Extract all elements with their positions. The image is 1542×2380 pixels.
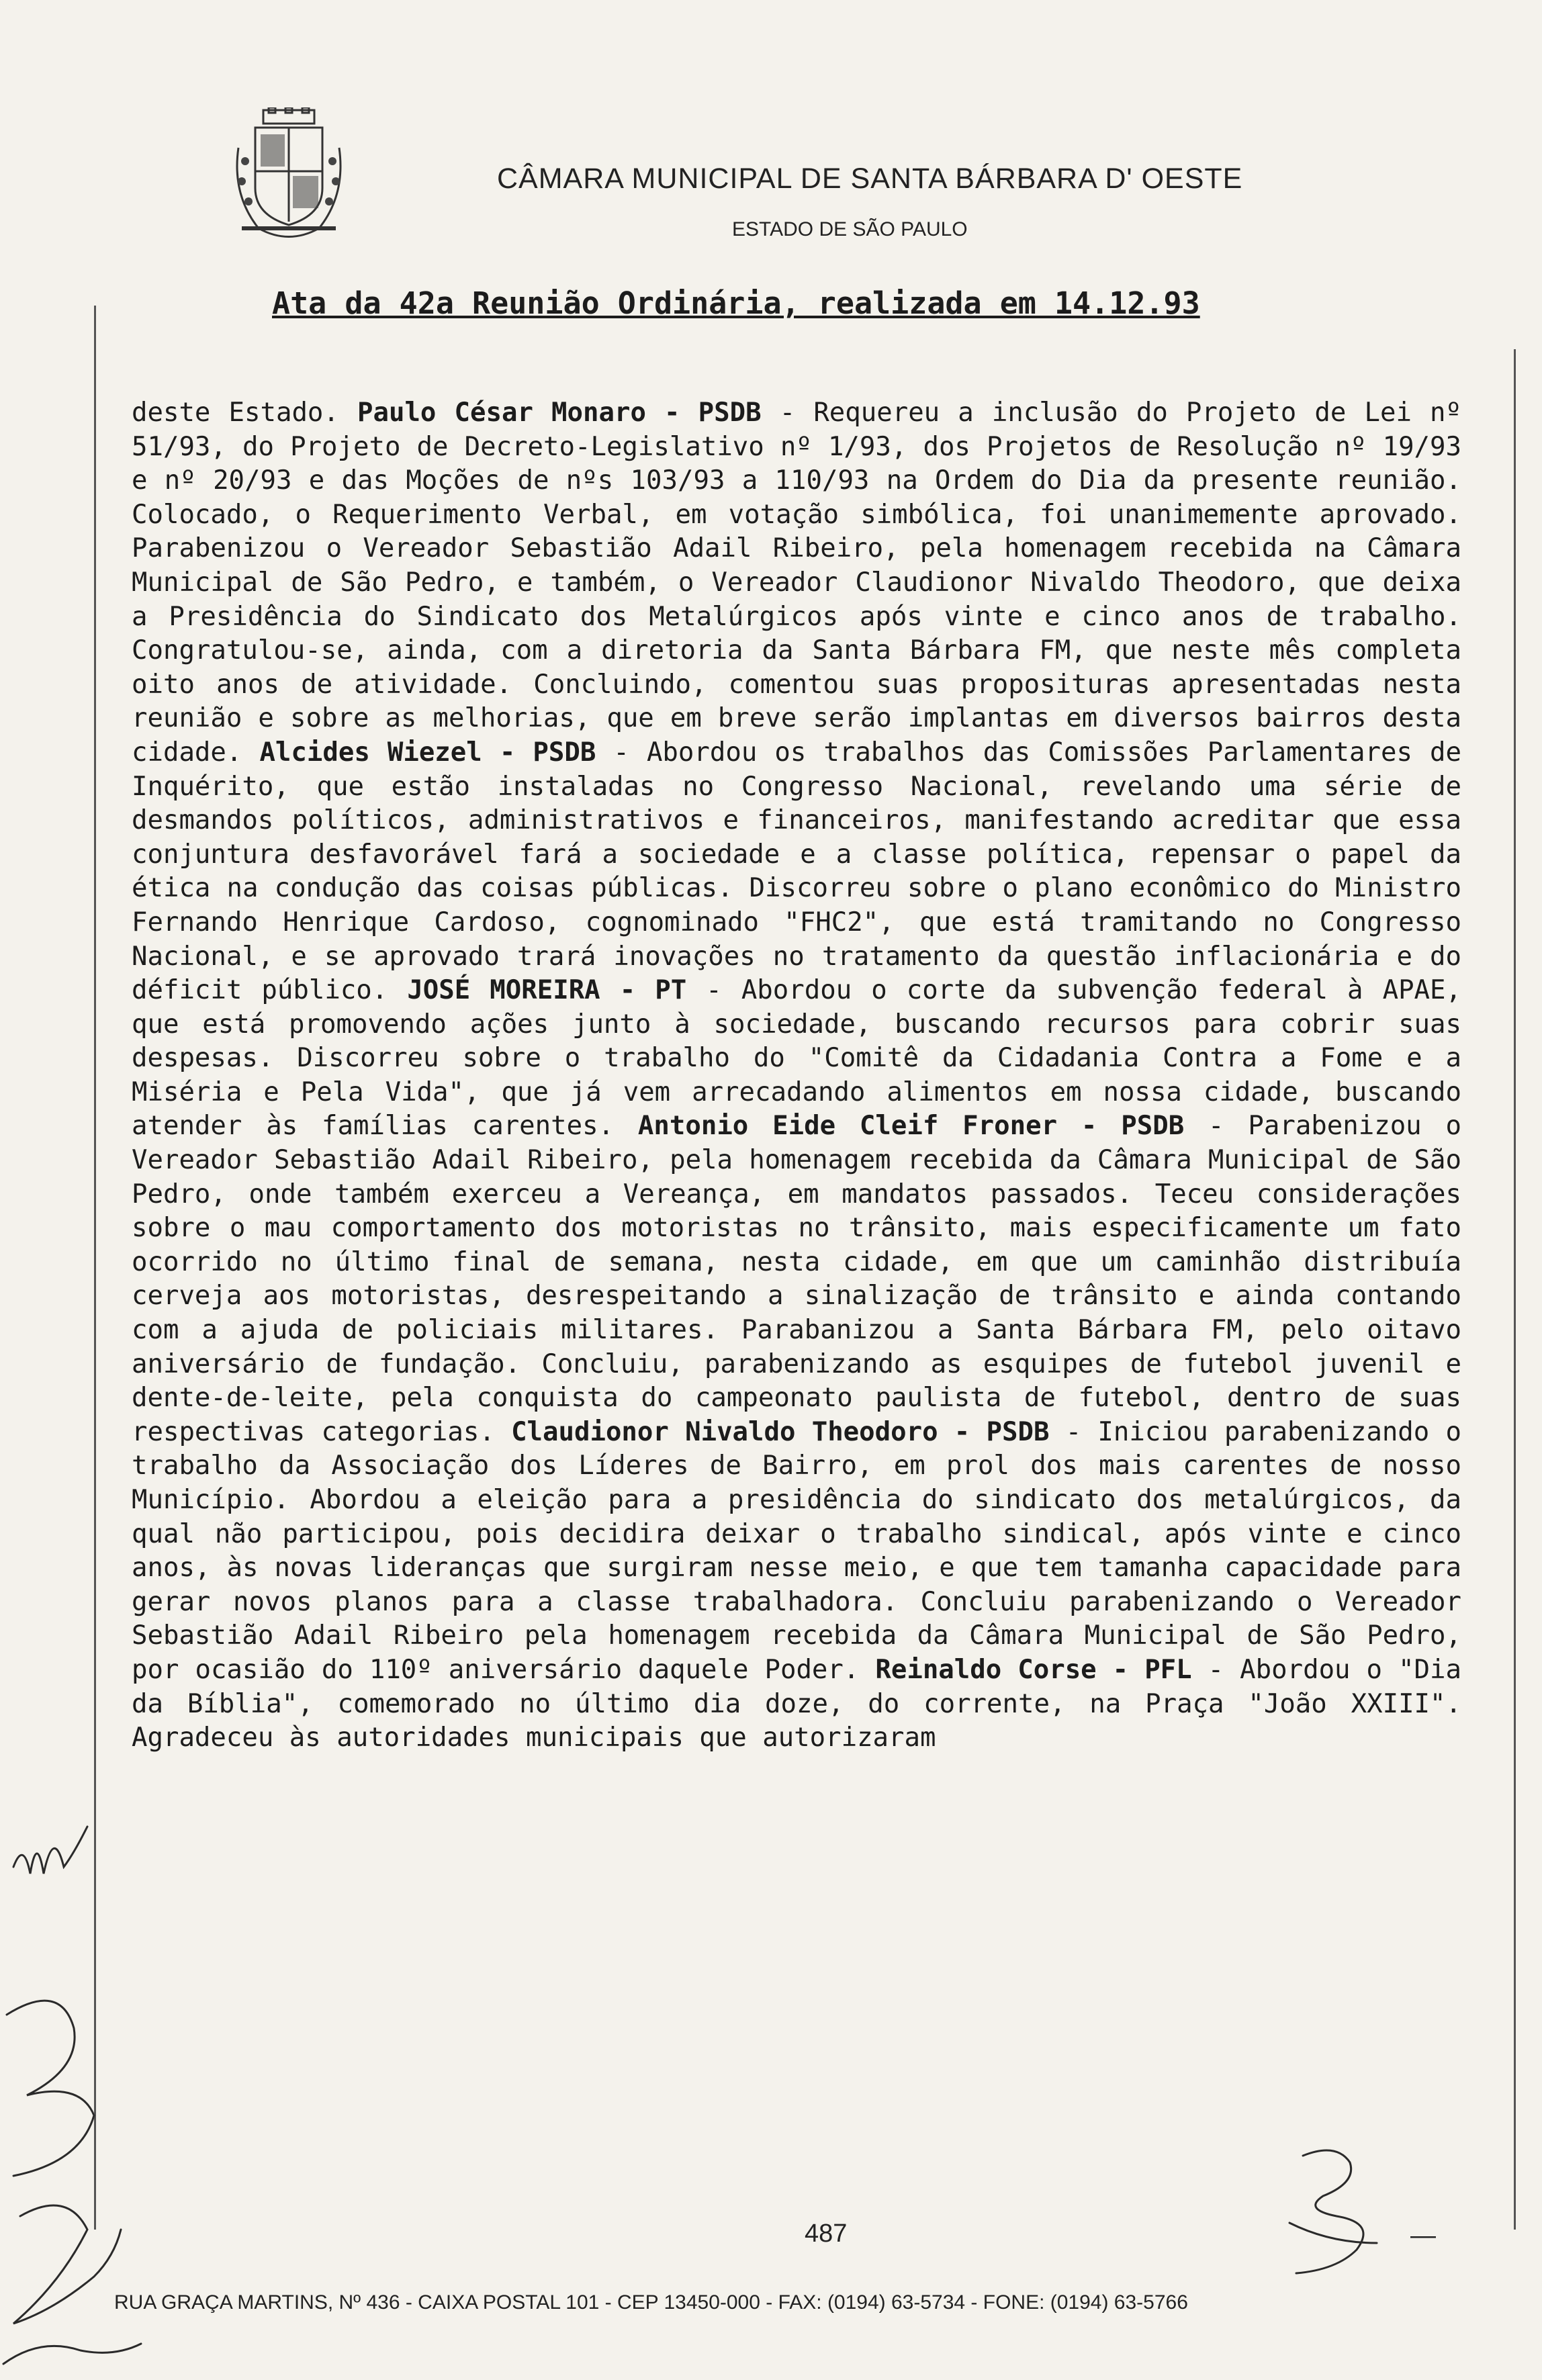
minutes-text: - Requereu a inclusão do Projeto de Lei nº 51/93, do Projeto de Decreto-Legislativo nº 1/93, dos Projetos de Resolução nº 19/93 e nº 20/93 e das Moções de nºs 103/93 a 110/93 na Ordem do Dia da presente reunião. Colocado, o Requerimento Verbal, em votação simbólica, foi unanimemente aprovado. Parabenizou o Vereador Sebastião Adail Ribeiro, pela homenagem recebida na Câmara Municipal de São Pedro, e também, o Vereador Claudionor Nivaldo Theodoro, que deixa a Presidência do Sindicato dos Metalúrgicos após vinte e cinco anos de trabalho. Congratulou-se, ainda, com a diretoria da Santa Bárbara FM, que neste mês completa oito anos de atividade. Concluindo, comentou suas proposituras apresentadas nesta reunião e sobre as melhorias, que em breve serão implantas em diversos bairros desta cidade. <box>132 398 1462 768</box>
page-number: 487 <box>805 2219 848 2248</box>
margin-rule-right <box>1514 349 1516 2230</box>
speaker-name: JOSÉ MOREIRA - PT <box>407 975 687 1006</box>
minutes-text: - Parabenizou o Vereador Sebastião Adail Ribeiro, pela homenagem recebida da Câmara Municipal de São Pedro, onde também exerceu a Vereança, em mandatos passados. Teceu considerações sobre o mau comportamento dos motoristas no trânsito, mais especificamente um fato ocorrido no último final de semana, nesta cidade, em que um caminhão distribuía cerveja aos motoristas, desrespeitando a sinalização de trânsito e ainda contando com a ajuda de policiais militares. Parabanizou a Santa Bárbara FM, pelo oitavo aniversário de fundação. Concluiu, parabenizando as esquipes de futebol juvenil e dente-de-leite, pela conquista do campeonato paulista de futebol, dentro de suas respectivas categorias. <box>132 1111 1462 1447</box>
minutes-title: Ata da 42a Reunião Ordinária, realizada em 14.12.93 <box>272 285 1200 321</box>
speaker-name: Claudionor Nivaldo Theodoro - PSDB <box>511 1416 1050 1447</box>
municipal-seal <box>228 107 349 248</box>
chamber-name: CÂMARA MUNICIPAL DE SANTA BÁRBARA D' OESTE <box>497 163 1243 195</box>
minutes-text: - Iniciou parabenizando o trabalho da Associação dos Líderes de Bairro, em prol dos mais carentes de nosso Município. Abordou a eleição para a presidência do sindicato dos metalúrgicos, da qual não participou, pois decidira deixar o trabalho sindical, após vinte e cinco anos, às novas lideranças que surgiram nesse meio, e que tem tamanha capacidade para gerar novos planos para a classe trabalhadora. Concluiu parabenizando o Vereador Sebastião Adail Ribeiro pela homenagem recebida da Câmara Municipal de São Pedro, por ocasião do 110º aniversário daquele Poder. <box>132 1416 1461 1685</box>
footer-address: RUA GRAÇA MARTINS, Nº 436 - CAIXA POSTAL 101 - CEP 13450-000 - FAX: (0194) 63-5734 - FONE: (0194) 63-5766 <box>114 2291 1188 2314</box>
minutes-text: - Abordou o "Dia da Bíblia", comemorado no último dia doze, do corrente, na Praça "João XXIII". Agradeceu às autoridades municipais que autorizaram <box>132 1654 1461 1753</box>
signature-left <box>0 1813 148 2380</box>
speaker-name: Reinaldo Corse - PFL <box>875 1654 1192 1685</box>
minutes-text: - Abordou o corte da subvenção federal à APAE, que está promovendo ações junto à sociedade, buscando recursos para cobrir suas despesas. Discorreu sobre o trabalho do "Comitê da Cidadania Contra a Fome e a Miséria e Pela Vida", que já vem arrecadando alimentos em nossa cidade, buscando atender às famílias carentes. <box>132 975 1461 1142</box>
speaker-name: Antonio Eide Cleif Froner - PSDB <box>637 1111 1185 1142</box>
minutes-text: - Abordou os trabalhos das Comissões Parlamentares de Inquérito, que estão instaladas no Congresso Nacional, revelando uma série de desmandos políticos, administrativos e financeiros, manifestando acreditar que essa conjuntura desfavorável fará a sociedade e a classe política, repensar o papel da ética na condução das coisas públicas. Discorreu sobre o plano econômico do Ministro Fernando Henrique Cardoso, cognominado "FHC2", que está tramitando no Congresso Nacional, e se aprovado trará inovações no tratamento da questão inflacionária e do déficit público. <box>132 737 1461 1006</box>
signature-right <box>1276 2142 1431 2283</box>
speaker-name: Paulo César Monaro - PSDB <box>357 398 762 428</box>
speaker-name: Alcides Wiezel - PSDB <box>259 737 596 768</box>
state-name: ESTADO DE SÃO PAULO <box>732 218 968 240</box>
minutes-text: deste Estado. <box>132 398 358 428</box>
trailing-mark: — <box>1410 2222 1436 2250</box>
minutes-body <box>132 396 1461 1755</box>
